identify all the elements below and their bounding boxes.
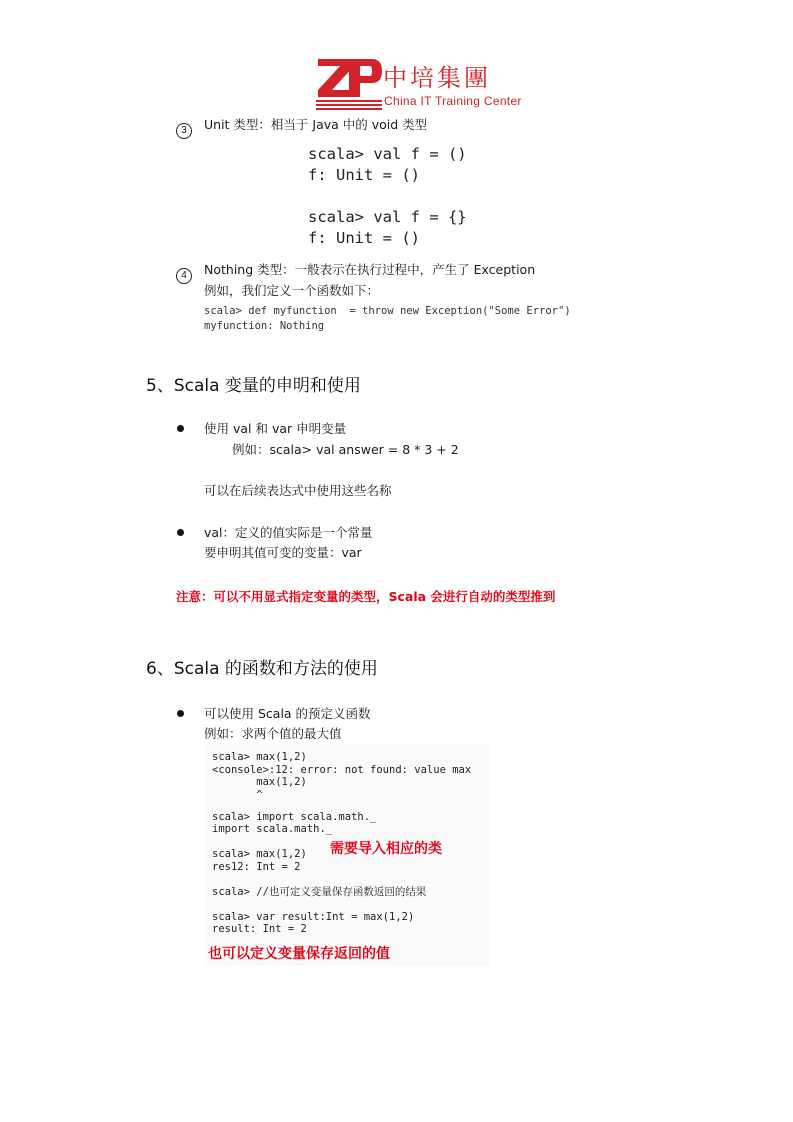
zp-logo-mark (316, 56, 386, 112)
code-line: myfunction: Nothing (204, 320, 325, 332)
predefined-function-text: 可以使用 Scala 的预定义函数 (204, 706, 371, 721)
code-line: scala> var result:Int = max(1,2) (212, 910, 415, 923)
scala-console-screenshot (204, 744, 490, 966)
code-line: max(1,2) (212, 776, 307, 788)
code-line: scala> val f = {} (308, 208, 467, 226)
code-line (212, 873, 471, 886)
logo-english-name: China IT Training Center (384, 94, 522, 108)
section-5-title: 5、Scala 变量的申明和使用 (146, 376, 361, 396)
code-line: f: Unit = () (308, 229, 420, 247)
val-var-bullet-text: 使用 val 和 var 申明变量 (204, 421, 347, 436)
logo-chinese-name: 中培集團 (383, 64, 491, 92)
code-line: scala> import scala.math._ (212, 810, 377, 823)
code-line: import scala.math._ (212, 823, 333, 835)
code-line: scala> //也可定义变量保存函数返回的结果 (212, 885, 427, 898)
item-number-3: 3 (176, 118, 192, 139)
code-line: ^ (212, 788, 263, 798)
code-line (308, 186, 467, 207)
val-var-extra-text: 可以在后续表达式中使用这些名称 (204, 483, 392, 498)
code-line: result: Int = 2 (212, 923, 307, 935)
code-line: scala> max(1,2) (212, 751, 307, 763)
unit-type-description: Unit 类型：相当于 Java 中的 void 类型 (204, 117, 428, 132)
nothing-code-block (204, 304, 571, 334)
max-example-intro: 例如：求两个值的最大值 (204, 726, 342, 741)
code-line (212, 798, 471, 811)
import-callout: 需要导入相应的类 (330, 841, 442, 857)
val-constant-text: val：定义的值实际是一个常量 (204, 525, 373, 540)
code-line: scala> def myfunction = throw new Exception("Some Error") (204, 305, 571, 317)
variable-callout: 也可以定义变量保存返回的值 (208, 946, 390, 962)
type-inference-note: 注意：可以不用显式指定变量的类型，Scala 会进行自动的类型推到 (176, 589, 556, 604)
code-line (212, 898, 471, 911)
bullet-dot (177, 529, 184, 536)
unit-code-block (308, 144, 467, 249)
var-mutable-text: 要申明其值可变的变量：var (204, 545, 362, 560)
bullet-dot (177, 425, 184, 432)
code-line: <console>:12: error: not found: value max (212, 763, 472, 776)
nothing-type-example-intro: 例如，我们定义一个函数如下： (204, 283, 380, 298)
code-line: scala> val f = () (308, 145, 467, 163)
code-line: f: Unit = () (308, 166, 420, 184)
code-line: scala> max(1,2) (212, 848, 307, 860)
code-line: res12: Int = 2 (212, 860, 301, 873)
section-6-title: 6、Scala 的函数和方法的使用 (146, 659, 378, 679)
val-var-example: 例如：scala> val answer = 8 * 3 + 2 (232, 442, 459, 457)
item-number-4: 4 (176, 263, 192, 284)
bullet-dot (177, 710, 184, 717)
nothing-type-description: Nothing 类型：一般表示在执行过程中，产生了 Exception (204, 262, 536, 277)
